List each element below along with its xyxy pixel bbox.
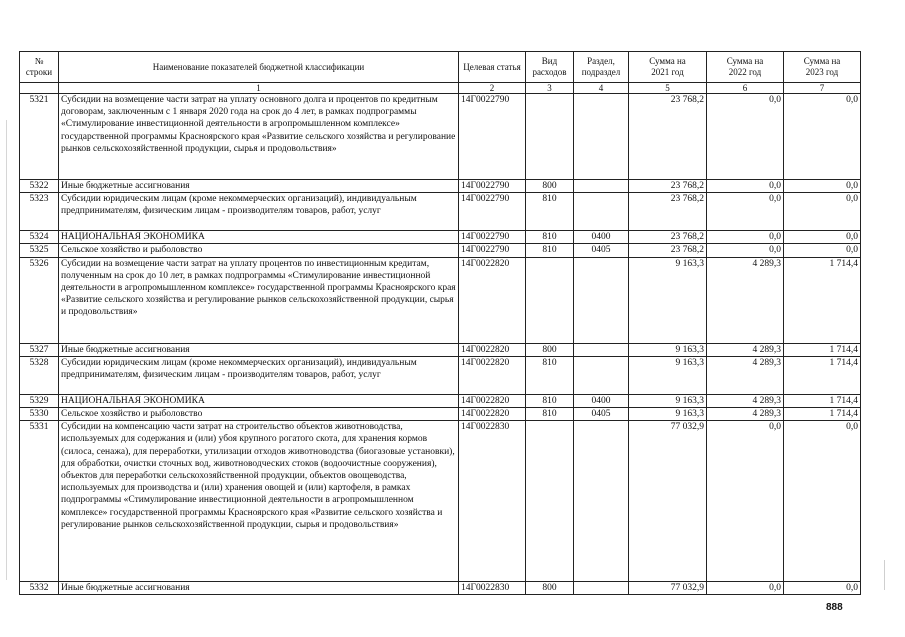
indicator-name: Сельское хозяйство и рыболовство [59, 408, 459, 421]
sum-2022: 4 289,3 [707, 408, 784, 421]
table-row [20, 394, 861, 407]
table-row [20, 356, 861, 394]
target-article: 14Г0022790 [459, 231, 526, 244]
sum-2023: 1 714,4 [784, 394, 861, 407]
sum-2021: 9 163,3 [629, 356, 707, 394]
column-number: 2 [459, 83, 526, 94]
row-number: 5329 [20, 394, 59, 407]
target-article: 14Г0022790 [459, 180, 526, 193]
row-number: 5321 [20, 94, 59, 180]
row-number: 5326 [20, 257, 59, 343]
scan-edge-line [6, 120, 7, 580]
header-section: Раздел, подраздел [574, 52, 629, 83]
expense-kind: 810 [526, 193, 574, 231]
indicator-name: Субсидии юридическим лицам (кроме некоммерческих организаций), индивидуальным предпринимателям, физическим лицам - производителям товаров, работ, услуг [59, 356, 459, 394]
sum-2023: 0,0 [784, 180, 861, 193]
column-number: 7 [784, 83, 861, 94]
sum-2023: 0,0 [784, 244, 861, 257]
sum-2021: 23 768,2 [629, 180, 707, 193]
sum-2021: 9 163,3 [629, 257, 707, 343]
target-article: 14Г0022790 [459, 244, 526, 257]
sum-2023: 1 714,4 [784, 257, 861, 343]
sum-2022: 4 289,3 [707, 257, 784, 343]
sum-2021: 23 768,2 [629, 231, 707, 244]
section-code: 0400 [574, 394, 629, 407]
sum-2021: 9 163,3 [629, 408, 707, 421]
expense-kind: 800 [526, 180, 574, 193]
expense-kind: 810 [526, 356, 574, 394]
sum-2023: 1 714,4 [784, 408, 861, 421]
expense-kind [526, 94, 574, 180]
row-number: 5328 [20, 356, 59, 394]
table-row [20, 257, 861, 343]
section-code: 0405 [574, 408, 629, 421]
column-number: 3 [526, 83, 574, 94]
header-name: Наименование показателей бюджетной классификации [59, 52, 459, 83]
table-header-row [20, 52, 861, 83]
expense-kind: 800 [526, 343, 574, 356]
column-number [20, 83, 59, 94]
sum-2023: 1 714,4 [784, 343, 861, 356]
header-row-number: № строки [20, 52, 59, 83]
indicator-name: НАЦИОНАЛЬНАЯ ЭКОНОМИКА [59, 394, 459, 407]
indicator-name: Субсидии на компенсацию части затрат на строительство объектов животноводства, используемых для содержания и (или) убоя крупного рогатого скота, для хранения кормов (силоса, сенажа), для переработки, утилизации отходов животноводства (биогазовые установки), для обработки, очистки сточных вод, животноводческих стоков (водоочистные сооружения), объектов для переработки сельскохозяйственной продукции, объектов овощеводства, используемых для производства и (или) хранения овощей и (или) картофеля, в рамках подпрограммы «Стимулирование инвестиционной деятельности в агропромышленном комплексе» государственной программы Красноярского края «Развитие сельского хозяйства и регулирование рынков сельскохозяйственной продукции, сырья и продовольствия» [59, 421, 459, 582]
row-number: 5324 [20, 231, 59, 244]
indicator-name: Иные бюджетные ассигнования [59, 343, 459, 356]
expense-kind: 800 [526, 582, 574, 595]
indicator-name: Субсидии на возмещение части затрат на уплату основного долга и процентов по кредитным договорам, заключенным с 1 января 2020 года на срок до 4 лет, в рамках подпрограммы «Стимулирование инвестиционной деятельности в агропромышленном комплексе» государственной программы Красноярского края «Развитие сельского хозяйства и регулирование рынков сельскохозяйственной продукции, сырья и продовольствия» [59, 94, 459, 180]
expense-kind: 810 [526, 231, 574, 244]
expense-kind: 810 [526, 408, 574, 421]
target-article: 14Г0022790 [459, 193, 526, 231]
sum-2023: 0,0 [784, 582, 861, 595]
sum-2021: 9 163,3 [629, 394, 707, 407]
table-row [20, 94, 861, 180]
sum-2021: 23 768,2 [629, 193, 707, 231]
header-sum-2021: Сумма на 2021 год [629, 52, 707, 83]
scan-edge-line [884, 560, 885, 590]
table-row [20, 408, 861, 421]
sum-2022: 4 289,3 [707, 356, 784, 394]
table-row [20, 421, 861, 582]
sum-2022: 0,0 [707, 193, 784, 231]
header-sum-2023: Сумма на 2023 год [784, 52, 861, 83]
indicator-name: Иные бюджетные ассигнования [59, 180, 459, 193]
sum-2021: 23 768,2 [629, 94, 707, 180]
section-code [574, 180, 629, 193]
sum-2023: 0,0 [784, 193, 861, 231]
target-article: 14Г0022820 [459, 343, 526, 356]
expense-kind: 810 [526, 394, 574, 407]
target-article: 14Г0022820 [459, 408, 526, 421]
target-article: 14Г0022790 [459, 94, 526, 180]
table-body [20, 94, 861, 595]
column-number: 4 [574, 83, 629, 94]
row-number: 5330 [20, 408, 59, 421]
section-code [574, 343, 629, 356]
budget-table [19, 51, 861, 595]
sum-2022: 4 289,3 [707, 394, 784, 407]
row-number: 5331 [20, 421, 59, 582]
sum-2023: 1 714,4 [784, 356, 861, 394]
page-number: 888 [826, 602, 843, 613]
column-number: 6 [707, 83, 784, 94]
sum-2022: 0,0 [707, 421, 784, 582]
section-code [574, 582, 629, 595]
table-row [20, 343, 861, 356]
sum-2021: 77 032,9 [629, 421, 707, 582]
table-row [20, 180, 861, 193]
indicator-name: НАЦИОНАЛЬНАЯ ЭКОНОМИКА [59, 231, 459, 244]
header-target-article: Целевая статья [459, 52, 526, 83]
section-code [574, 94, 629, 180]
target-article: 14Г0022830 [459, 582, 526, 595]
target-article: 14Г0022820 [459, 356, 526, 394]
sum-2022: 0,0 [707, 180, 784, 193]
sum-2023: 0,0 [784, 94, 861, 180]
sum-2022: 0,0 [707, 244, 784, 257]
indicator-name: Субсидии юридическим лицам (кроме некоммерческих организаций), индивидуальным предпринимателям, физическим лицам - производителям товаров, работ, услуг [59, 193, 459, 231]
table-row [20, 231, 861, 244]
row-number: 5323 [20, 193, 59, 231]
sum-2022: 4 289,3 [707, 343, 784, 356]
section-code [574, 193, 629, 231]
column-number: 1 [59, 83, 459, 94]
sum-2021: 9 163,3 [629, 343, 707, 356]
header-expense-kind: Вид расходов [526, 52, 574, 83]
sum-2022: 0,0 [707, 231, 784, 244]
indicator-name: Субсидии на возмещение части затрат на уплату процентов по инвестиционным кредитам, полученным на срок до 10 лет, в рамках подпрограммы «Стимулирование инвестиционной деятельности в агропромышленном комплексе» государственной программы Красноярского края «Развитие сельского хозяйства и регулирование рынков сельскохозяйственной продукции, сырья и продовольствия» [59, 257, 459, 343]
row-number: 5332 [20, 582, 59, 595]
table-row [20, 193, 861, 231]
sum-2021: 77 032,9 [629, 582, 707, 595]
header-sum-2022: Сумма на 2022 год [707, 52, 784, 83]
table-row [20, 244, 861, 257]
indicator-name: Сельское хозяйство и рыболовство [59, 244, 459, 257]
target-article: 14Г0022820 [459, 394, 526, 407]
row-number: 5322 [20, 180, 59, 193]
section-code [574, 421, 629, 582]
column-number-row [20, 83, 861, 94]
table-row [20, 582, 861, 595]
row-number: 5327 [20, 343, 59, 356]
expense-kind [526, 257, 574, 343]
sum-2023: 0,0 [784, 231, 861, 244]
sum-2023: 0,0 [784, 421, 861, 582]
indicator-name: Иные бюджетные ассигнования [59, 582, 459, 595]
column-number: 5 [629, 83, 707, 94]
section-code: 0400 [574, 231, 629, 244]
section-code [574, 257, 629, 343]
sum-2022: 0,0 [707, 94, 784, 180]
row-number: 5325 [20, 244, 59, 257]
expense-kind [526, 421, 574, 582]
target-article: 14Г0022830 [459, 421, 526, 582]
section-code: 0405 [574, 244, 629, 257]
sum-2021: 23 768,2 [629, 244, 707, 257]
sum-2022: 0,0 [707, 582, 784, 595]
target-article: 14Г0022820 [459, 257, 526, 343]
section-code [574, 356, 629, 394]
expense-kind: 810 [526, 244, 574, 257]
